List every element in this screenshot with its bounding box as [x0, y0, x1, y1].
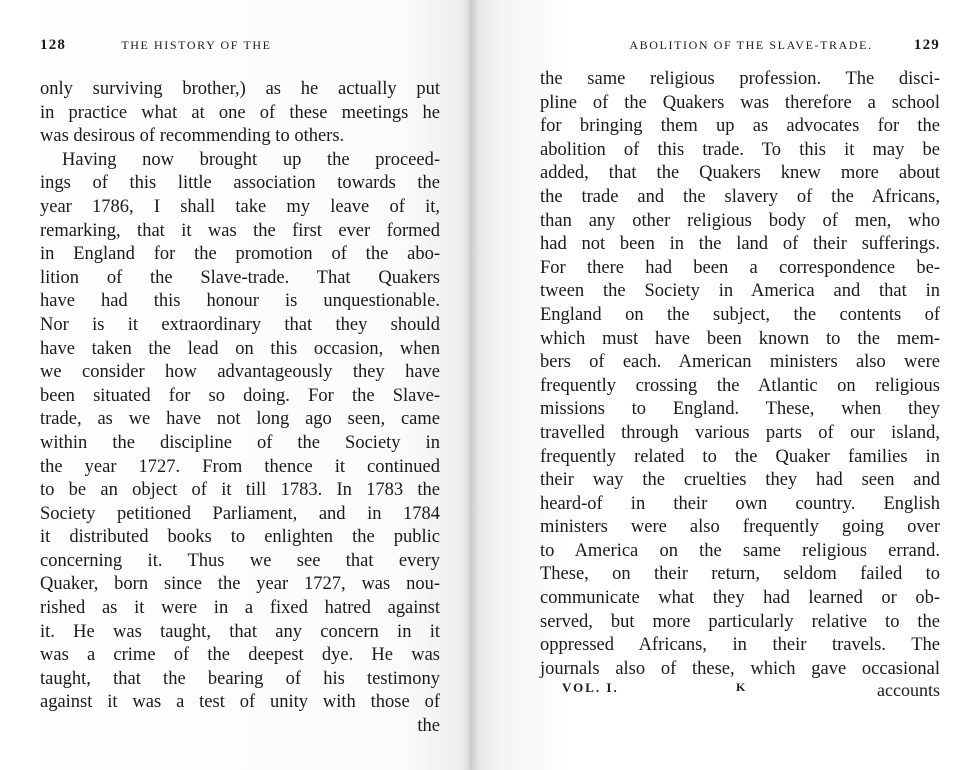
text-line: than any other religious body of men, who: [540, 210, 940, 231]
text-line: in England for the promotion of the abo-: [40, 244, 440, 265]
text-line: it. He was taught, that any concern in it: [40, 621, 440, 642]
text-line: missions to England. These, when they: [540, 399, 940, 420]
right-page: [470, 0, 980, 770]
right-page-number: 129: [913, 37, 940, 53]
text-line: Having now brought up the proceed-: [62, 149, 440, 170]
text-line: to be an object of it till 1783. In 1783 the: [40, 480, 440, 501]
text-line: the trade and the slavery of the Africans,: [540, 186, 940, 207]
text-line: taught, that the bearing of his testimony: [40, 668, 440, 689]
text-line: added, that the Quakers knew more about: [540, 163, 940, 184]
text-line: have had this honour is unquestionable.: [40, 291, 440, 312]
text-line: in practice what at one of these meetings he: [40, 102, 440, 123]
left-catchword: the: [417, 716, 440, 737]
text-line: the same religious profession. The disci-: [540, 69, 940, 89]
text-line: to America on the same religious errand.: [540, 540, 940, 561]
text-line: remarking, that it was the first ever formed: [40, 220, 440, 241]
text-line: had not been in the land of their sufferings.: [540, 234, 940, 255]
text-line: within the discipline of the Society in: [40, 432, 440, 453]
text-line: lition of the Slave-trade. That Quakers: [40, 267, 440, 288]
text-line: served, but more particularly relative to the: [540, 611, 940, 632]
signature-volume: VOL. I.: [562, 680, 619, 695]
text-line: Society petitioned Parliament, and in 1784: [40, 503, 440, 524]
left-body-text: [40, 78, 440, 739]
text-line: abolition of this trade. To this it may be: [540, 139, 940, 160]
text-line: travelled through various parts of our island,: [540, 422, 940, 443]
text-line: Nor is it extraordinary that they should: [40, 314, 440, 335]
book-gutter: [462, 0, 480, 770]
text-line: was desirous of recommending to others.: [40, 126, 345, 147]
text-line: pline of the Quakers was therefore a school: [540, 92, 940, 113]
text-line: was a crime of the deepest dye. He was: [40, 645, 440, 666]
signature-mark: K: [736, 680, 746, 694]
text-line: frequently related to the Quaker families in: [540, 446, 940, 467]
left-page: [0, 0, 470, 770]
text-line: These, on their return, seldom failed to: [540, 564, 940, 585]
left-running-title: THE HISTORY OF THE: [121, 38, 272, 52]
text-line: heard-of in their own country. English: [540, 493, 940, 514]
text-line: trade, as we have not long ago seen, came: [40, 409, 440, 430]
text-line: ings of this little association towards the: [40, 173, 440, 194]
text-line: for bringing them up as advocates for the: [540, 116, 940, 137]
text-line: frequently crossing the Atlantic on religious: [540, 375, 940, 396]
text-line: we consider how advantageously they have: [40, 362, 440, 383]
text-line: it distributed books to enlighten the public: [40, 527, 440, 548]
right-body-text: [540, 68, 940, 681]
left-page-number: 128: [40, 37, 67, 53]
right-catchword: accounts: [877, 680, 940, 700]
text-line: rished as it were in a fixed hatred against: [40, 598, 440, 619]
text-line: the year 1727. From thence it continued: [40, 456, 440, 477]
text-line: which must have been known to the mem-: [540, 328, 940, 349]
text-line: oppressed Africans, in their travels. The: [540, 635, 940, 656]
text-line: tween the Society in America and that in: [540, 281, 940, 302]
text-line: only surviving brother,) as he actually put: [40, 79, 440, 99]
text-line: have taken the lead on this occasion, when: [40, 338, 440, 359]
text-line: ministers were also frequently going over: [540, 517, 940, 538]
text-line: year 1786, I shall take my leave of it,: [40, 196, 440, 217]
text-line: England on the subject, the contents of: [540, 304, 940, 325]
text-line: their way the cruelties they had seen and: [540, 470, 940, 491]
text-line: bers of each. American ministers also were: [540, 352, 940, 373]
text-line: journals also of these, which gave occasional: [540, 658, 940, 679]
text-line: communicate what they had learned or ob-: [540, 588, 940, 609]
left-running-head: [40, 36, 340, 54]
text-line: Quaker, born since the year 1727, was nou-: [40, 574, 440, 595]
right-running-head: [600, 36, 940, 54]
text-line: concerning it. Thus we see that every: [40, 550, 440, 571]
text-line: against it was a test of unity with those of: [40, 692, 440, 713]
text-line: been situated for so doing. For the Slave-: [40, 385, 440, 406]
right-running-title: ABOLITION OF THE SLAVE-TRADE.: [629, 38, 873, 52]
text-line: For there had been a correspondence be-: [540, 257, 940, 278]
